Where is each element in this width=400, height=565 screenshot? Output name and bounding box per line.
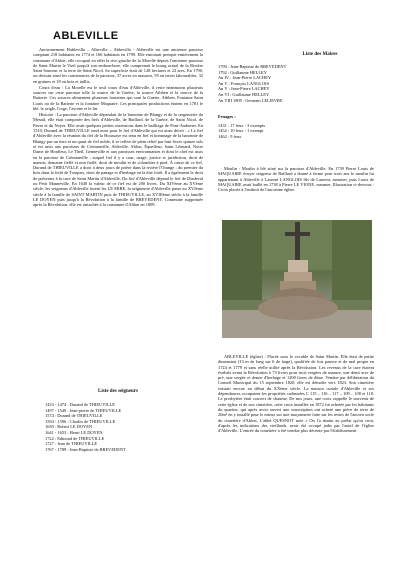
feuages-label: Feuages : (218, 114, 236, 119)
feuages-section (218, 114, 265, 139)
left-column-text (33, 47, 203, 208)
moulin-text (218, 166, 374, 193)
list-item: An IV : Jean-Pierre LACHEY (218, 75, 272, 81)
histoire-paragraph: Histoire : La paroisse d'Ableville dépendait de la baronnie de Blangy et de la sergenterie du Mesnil, elle était composée des fiefs d'Ableville, de Baillard, de la Guérie, de Saint Nicol, de Paves et du Noyer. Elle avait quelques petites extensions dans le bailliage de Pont-Audemer. En 1519, Durand de THIEUVILLE rend aveu pour le fief d'Ableville qui est ainsi décrit : « Le fief d'Ableville avec la réunion du fief de la Houssaye est tenu en fief et hommage de la baronnie de Blangy par un tiers et un quart de fief noble, il se relève de plein relief par huit livres quinze sols et est assis aux paroisses de Crémanville, Ableville, Ablon, Équeffeur, Saint Léonard, Notre Dame de Honfleur, Le Theil, Genneville et aux paroisses environnantes et dont le chef est assis en la paroisse de Crémanville ; auquel fief il y a cour, usage, justice et juridiction, droit de manoir, domaine fieffé et non fieffé, droit de moulin et de colombier à pied. À cause de ce fief, Durand de THIEUVILLE a droit à deux jours de prière dans la rivière l'Orange ; du premier du bois dans la forêt de Touques, droit de panage et d'herbage en la dite forêt. Il a également le droit de présenter à la cure de Saint Martin d'Ableville. Du fief d'Ableville dépend le fief de Diadeval ou Petit Manneville. En 1640 la valeur de ce fief est de 200 livres. Du XIVème au XVème siècle, les seigneurs d'Ableville furent les LE MIRE, la seigneurie d'Ableville passe au XVIème siècle à la famille de SAINT MARTIN puis de THIEUVILLE, au XVIIIème siècle à la famille LE DOYEN puis jusqu'à la Révolution à la famille de BREVEDENT. Commune supprimée après la Révolution, elle est rattachée à la commune d'Ablon en 1809. (33, 112, 203, 208)
list-item: 1722 : Edmond de THIEUVILLE (45, 435, 105, 441)
moulin-paragraph: Moulin : Moulin à blé situé sur la paroisse d'Ableville. En 1739 Pierre Louis de MAQUAIRE écuyer seigneur de Baillard a donné à ferme pour trois ans le moulin lui appartenant à Ableville à Laurent LANGLOIS fils de Laurent, meunier, puis Louis de MAQUAIRE avait baillé en 1738 à Pierre LE VIONE, meunier. Illustration ci-dessous : Croix placée à l'endroit de l'ancienne église. (218, 166, 374, 193)
maires-list (218, 64, 286, 103)
intro-paragraph: Anciennement Hablevilla – Albevilla – Abbevilla - Abbeville est une ancienne paroisse comptant 218 habitants en 1774 et 166 habitants en 1799. Elle entourait presque entièrement la commune d'Ablon, elle occupait en effet la rive gauche de la Morelle depuis l'ancienne paroisse de Saint Martin le Vieil jusqu'à son embouchure, elle comprenait le bourg actuel de la Rivière Saint Sauveur et la terre de Saint Nicol. Sa superficie était de 128 hectares et 22 ares. En 1790, on divisait ainsi les contenances de la paroisse, 37 acres en masures, 95 en terres labourables, 32 en graines et 18 en bois et taillis. (33, 47, 203, 84)
list-item: 1639 : Robert LE DOYEN (45, 424, 93, 430)
seigneurs-list (45, 402, 126, 452)
page-title: ABLEVILLE (53, 30, 119, 42)
list-item: 1462 : 9 feux (218, 133, 242, 139)
cross-monument-image (222, 220, 372, 338)
list-item: 1790 : Jean-Baptiste de BREVEDENT (218, 64, 287, 69)
list-item: An V : François LANGLOIS (218, 80, 270, 86)
list-item: 1594 - 1596 : Charles de THIEUVILLE (45, 418, 116, 424)
list-item: 1452 : 10 feux - 1 exempt (218, 128, 264, 134)
maires-heading: Liste des Maires (302, 52, 338, 57)
list-item: 1433 - 1474 : Durand de THIEUVILLE (45, 402, 115, 407)
list-item: An VIII 1809 : Germain LELIEVRE (218, 97, 283, 103)
list-item: 1727 : Jean de THIEUVILLE (45, 441, 98, 447)
list-item: 1574 : Durand de THIEUVILLE (45, 413, 103, 419)
list-item: 1792 : Guillaume HELLEY (218, 69, 267, 75)
list-item: 1431 : 17 feux - 3 exempts (218, 122, 266, 128)
cours-eau-paragraph: Cours d'eau : La Morelle est le seul cours d'eau d'Ableville, il reste néanmoins plusieurs sources sur cette paroisse telle la source de la Guérie, la source Aibben et la source de la Batterie. Ces sources alimentent plusieurs fontaines qui sont la Guérie, Aibben, Fontaine Saint Louis ou de la Batterie et la fontaine Maquaire. Les principales productions étaient en 1781 le blé, le seigle, l'orge, l'avoine et le lin. (33, 84, 203, 112)
list-item: 1497 - 1540 : Jean-pierre de THIEUVILLE (45, 407, 122, 413)
list-item: An VI : Guillaume HELLEY (218, 91, 270, 97)
list-item: 1641 - 1653 : Henri LE DOYEN (45, 429, 103, 435)
eglise-paragraph: ABLEVILLE (église) : Placée sous le vocable de Saint Martin. Elle était de petite dimension (13 m de long sur 6 de large), qualifiée de fort pauvre et de mal propre en 1724 et 1779 et sans réelle utilité après la Révolution. Les revenus de la cure étaient évalués avant la Révolution à 73 livres pour trois vergées de masure, une demi acre de pré, une vergée et demie d'herbage et 1200 livres de dîme. Vendue par délibération du Conseil Municipal du 15 septembre 1820, elle est démolie vers 1823. Son cimetière existait encore au début du XXème siècle. La maison curiale d'Ableville et ses dépendances occupaient les propriétés cadastrées C 115 – 116 – 117 – 109 – 108 et 118. Le presbytère était couvert de chaume. De nos jours, une croix rappelle le souvenir de cette église et de son cimetière, cette croix installée en 1872 fut achetée par les habitants du quartier, qui après avoir ouvert une souscription ont acheté une pièce de terre de 20m² en y installé pour le mieux sur une maçonnerie faite sur les restes de l'ancien socle du cimetière d'Ablon. L'abbé QUESNOT note « On l'a abattu au prélat qu'on croit, d'après les indications des vieillards, avoir été occupé jadis par l'autel de l'église d'Ableville. L'entrée du cimetière a été vendue plus décente par l'établissement (218, 354, 374, 434)
list-item: 1767 - 1789 : Jean-Baptiste de BREVEDENT (45, 446, 126, 452)
cross-photo (222, 220, 372, 338)
eglise-text (218, 354, 374, 434)
seigneurs-heading: Liste des seigneurs (98, 389, 138, 394)
list-item: An V : Jean-Pierre LACHEY (218, 86, 270, 92)
